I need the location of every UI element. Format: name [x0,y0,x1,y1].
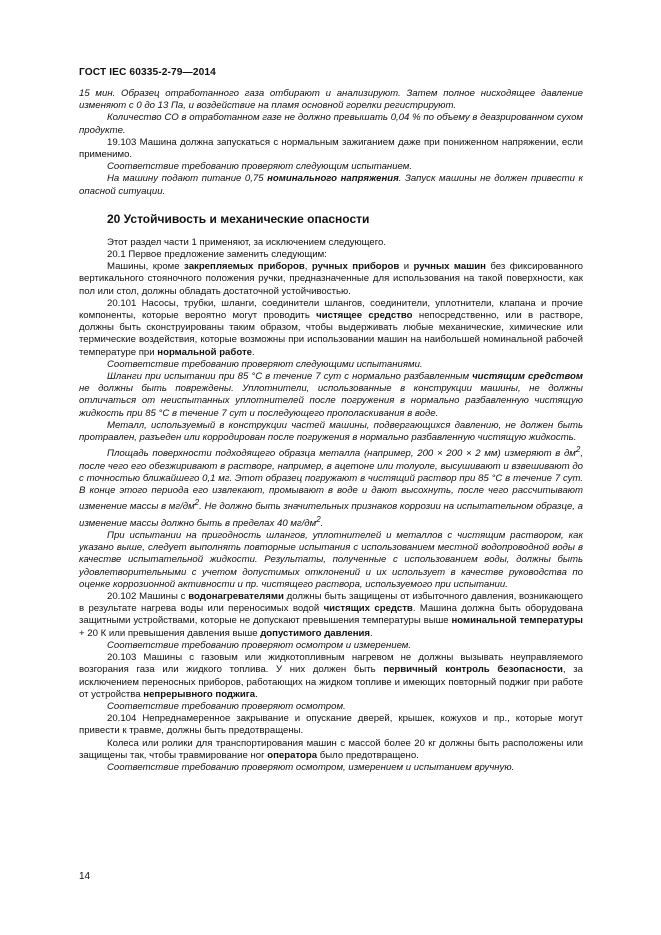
paragraph: Этот раздел части 1 применяют, за исключением следующего. [107,236,387,248]
term: чистящим средством [472,371,583,383]
term: ручных приборов [311,261,400,273]
term: первичный контроль безопасности [383,664,563,676]
text-run: . Запуск машины не должен привести к опасной ситуации. [79,173,583,197]
text-run: . Не должно быть значительных признаков коррозии на испытательном образце, а изменение массы должно быть в пределах 40 мг/дм [79,501,583,529]
term: водонагревателями [188,591,284,603]
text-run: + 20 К или превышения давления выше [79,627,261,639]
text-run: . Машина должна быть оборудована защитными устройствами, которые не допускают превышения температуры выше [79,603,583,627]
paragraph [79,591,583,640]
text-run: и [399,261,414,273]
document-body [79,88,583,774]
paragraph: Металл, используемый в конструкции частей машины, подвергающихся давлению, не должен быть протравлен, разъеден или корродирован после погружения в нормально разбавленную чистящую жидкость. [79,419,583,444]
text-run: , после чего его обезжиривают в растворе, например, в ацетоне или толуоле, высушивают и взвешивают до с точностью ближайшего 0,1 мг. Этот образец погружают в чистящий раствор при 85 °С в течение 7 сут. В конце этого периода его извлекают, промывают в воде и дают высохнуть, после чего рассчитывают изменение массы в мг/дм [79,448,583,513]
text-run: Площадь поверхности подходящего образца металла (например, 200 × 200 × 2 мм) измеряют в дм [107,448,576,460]
paragraph: Соответствие требованию проверяют осмотром. [107,700,346,712]
text-run: . [320,517,324,529]
text-run: Шланги при испытании при 85 °С в течение 7 сут с нормально разбавленным [107,371,473,383]
term: оператора [267,749,318,761]
paragraph [79,652,583,701]
section-heading: 20 Устойчивость и механические опасности [107,211,370,226]
text-run: 20.102 Машины с [107,591,189,603]
text-run: . [370,627,373,639]
text-run: 20.101 Насосы, трубки, шланги, соединители шлангов, соединители, уплотнители, клапана и прочие компоненты, которые вероятно могут проводить [79,297,583,322]
text-run: , за исключением переносных приборов, работающих на жидком топливе и имеющих повторный поджиг при работе от устройства [79,664,583,700]
term: номинальной температуры [451,615,583,627]
term: ручных машин [413,261,486,273]
text-run: должны быть защищены от избыточного давления, возникающего в результате нагрева воды или переносимых водой [79,591,583,615]
text-run: было предотвращено. [317,749,419,761]
paragraph: 15 мин. Образец отработанного газа отбирают и анализируют. Затем полное нисходящее давление изменяют с 0 до 13 Па, и воздействие на пламя основной горелки регистрируют. [79,88,583,112]
paragraph: Количество CO в отработанном газе не должно превышать 0,04 % по объему в деазрированном сухом продукте. [79,112,583,136]
superscript: 2 [316,514,321,524]
paragraph [79,261,583,298]
paragraph: При испытании на пригодность шлангов, уплотнителей и металлов с чистящим раствором, как указано выше, следует выполнять повторные испытания с использованием местной водопроводной воды в качестве испытательной жидкости. Результаты, полученные с использованием воды, должны быть удовлетворительными с учетом допустимых отклонений и их использует в качестве руководства по оценке коррозионной активности и пр. чистящего раствора, используемого при испытании. [79,530,583,590]
term: чистящих средств [323,603,413,615]
page-number: 14 [79,871,91,882]
paragraph [79,738,583,762]
paragraph: 20.1 Первое предложение заменить следующим: [107,249,327,261]
paragraph [79,371,583,420]
term: допустимого давления [260,627,370,639]
text-run: без фиксированного вертикального стояночного положения ручки, предназначенные для использования на такой поверхности, как пол или стол, должны обладать достаточной устойчивостью. [79,261,583,297]
superscript: 2 [575,445,581,455]
term: закрепляемых приборов [184,261,305,273]
text-run: не должны быть повреждены. Уплотнители, использованные в конструкции машины, не должны отличаться от неиспытанных уплотнителей после погружения в нормально разбавленную чистящую жидкость при 85 °С в течение 7 сут и последующего прополаскивания в воде. [79,383,583,419]
paragraph: Соответствие требованию проверяют осмотром, измерением и испытанием вручную. [107,761,515,773]
paragraph: Соответствие требованию проверяют следующим испытанием. [107,161,413,173]
paragraph: 19.103 Машина должна запускаться с нормальным зажиганием даже при пониженном напряжении, если применимо. [79,136,583,161]
text-run: , [304,261,312,273]
superscript: 2 [194,498,200,508]
paragraph: Соответствие требованию проверяют следующими испытаниями. [107,358,423,370]
paragraph [79,444,583,530]
text-run: непосредственно, или в растворе, должны быть сконструированы таким образом, чтобы выдерживать любые механические, химические или термические воздействия, которые возможны при использовании машин на наибольшей номинальной рабочей температуре при [79,310,583,358]
term: непрерывного поджига [143,688,256,700]
term: чистящее средство [316,310,413,322]
paragraph [79,298,583,359]
document-header: ГОСТ IEC 60335-2-79—2014 [79,67,216,78]
term: нормальной работе [157,346,252,358]
paragraph [79,173,583,197]
text-run: . [251,346,255,358]
paragraph: 20.104 Непреднамеренное закрывание и опускание дверей, крышек, кожухов и пр., которые могут привести к травме, должны быть предотвращены. [79,713,583,737]
paragraph: Соответствие требованию проверяют осмотром и измерением. [107,639,412,651]
text-run: Колеса или ролики для транспортирования машин с массой более 20 кг должны быть расположены или защищены так, чтобы травмирование ног [79,737,583,761]
term: номинального напряжения [267,173,399,185]
text-run: . [255,688,258,700]
text-run: Машины, кроме [107,261,185,273]
text-run: 20.103 Машины с газовым или жидкотопливным нагревом не должны вызывать неуправляемого возгорания газа или жидкого топлива. У них должен быть [79,652,583,676]
text-run: На машину подают питание 0,75 [107,173,268,185]
